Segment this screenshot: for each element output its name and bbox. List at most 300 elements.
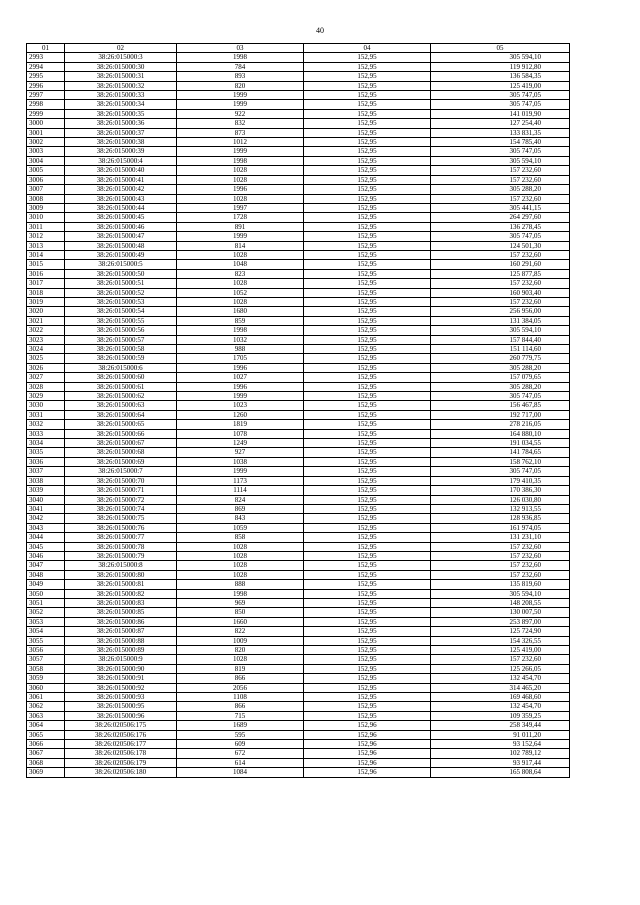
table-cell: 152,95: [304, 439, 431, 448]
table-cell: 38:26:015000:87: [65, 627, 177, 636]
table-row: [27, 194, 570, 203]
table-cell: 152,95: [304, 91, 431, 100]
table-cell: 152,95: [304, 232, 431, 241]
table-cell: 820: [177, 646, 304, 655]
table-cell: 3066: [27, 740, 65, 749]
table-cell: 869: [177, 504, 304, 513]
table-row: [27, 232, 570, 241]
table-cell: 179 410,35: [431, 476, 570, 485]
table-cell: 152,95: [304, 373, 431, 382]
table-cell: 1048: [177, 260, 304, 269]
table-cell: 278 216,05: [431, 420, 570, 429]
table-row: [27, 269, 570, 278]
table-cell: 38:26:015000:50: [65, 269, 177, 278]
table-cell: 38:26:015000:91: [65, 674, 177, 683]
table-cell: 152,95: [304, 382, 431, 391]
table-cell: 152,95: [304, 410, 431, 419]
table-cell: 131 384,05: [431, 316, 570, 325]
table-cell: 152,96: [304, 749, 431, 758]
table-cell: 1108: [177, 693, 304, 702]
table-cell: 152,95: [304, 316, 431, 325]
table-cell: 38:26:015000:92: [65, 683, 177, 692]
table-cell: 314 465,20: [431, 683, 570, 692]
table-cell: 2056: [177, 683, 304, 692]
table-row: [27, 768, 570, 777]
table-row: [27, 429, 570, 438]
table-cell: 1028: [177, 279, 304, 288]
table-cell: 157 232,60: [431, 561, 570, 570]
table-row: [27, 467, 570, 476]
table-cell: 3035: [27, 448, 65, 457]
table-cell: 3046: [27, 551, 65, 560]
table-cell: 1028: [177, 250, 304, 259]
table-row: [27, 260, 570, 269]
table-cell: 38:26:015000:78: [65, 542, 177, 551]
table-row: [27, 702, 570, 711]
table-cell: 125 724,90: [431, 627, 570, 636]
table-cell: 2998: [27, 100, 65, 109]
table-cell: 1998: [177, 589, 304, 598]
table-cell: 152,95: [304, 392, 431, 401]
table-cell: 136 278,45: [431, 222, 570, 231]
table-cell: 170 386,30: [431, 486, 570, 495]
table-cell: 157 232,60: [431, 250, 570, 259]
table-cell: 3063: [27, 711, 65, 720]
table-row: [27, 570, 570, 579]
table-cell: 38:26:015000:89: [65, 646, 177, 655]
table-cell: 38:26:015000:81: [65, 580, 177, 589]
table-cell: 152,95: [304, 166, 431, 175]
table-cell: 888: [177, 580, 304, 589]
table-row: [27, 711, 570, 720]
table-cell: 152,96: [304, 740, 431, 749]
table-cell: 38:26:015000:86: [65, 617, 177, 626]
table-row: [27, 279, 570, 288]
table-row: [27, 627, 570, 636]
table-row: [27, 589, 570, 598]
table-cell: 38:26:015000:36: [65, 119, 177, 128]
table-cell: 3052: [27, 608, 65, 617]
table-cell: 305 747,05: [431, 100, 570, 109]
table-cell: 893: [177, 72, 304, 81]
table-row: [27, 297, 570, 306]
table-cell: 1999: [177, 392, 304, 401]
table-cell: 927: [177, 448, 304, 457]
table-cell: 1028: [177, 561, 304, 570]
table-cell: 157 232,60: [431, 297, 570, 306]
table-cell: 152,95: [304, 100, 431, 109]
table-cell: 152,95: [304, 260, 431, 269]
table-row: [27, 175, 570, 184]
table-cell: 3006: [27, 175, 65, 184]
table-cell: 152,95: [304, 138, 431, 147]
table-cell: 3014: [27, 250, 65, 259]
table-cell: 3020: [27, 307, 65, 316]
column-header: 05: [431, 44, 570, 53]
table-cell: 3037: [27, 467, 65, 476]
table-cell: 152,95: [304, 429, 431, 438]
table-cell: 157 232,60: [431, 551, 570, 560]
table-cell: 38:26:015000:57: [65, 335, 177, 344]
table-cell: 152,95: [304, 72, 431, 81]
page-number: 40: [316, 26, 324, 35]
table-cell: 3028: [27, 382, 65, 391]
table-row: [27, 288, 570, 297]
table-row: [27, 250, 570, 259]
table-cell: 850: [177, 608, 304, 617]
table-cell: 157 232,60: [431, 279, 570, 288]
table-cell: 152,95: [304, 213, 431, 222]
table-cell: 3009: [27, 203, 65, 212]
table-cell: 102 789,12: [431, 749, 570, 758]
table-cell: 614: [177, 758, 304, 767]
table-row: [27, 316, 570, 325]
table-row: [27, 203, 570, 212]
table-cell: 38:26:015000:71: [65, 486, 177, 495]
table-row: [27, 486, 570, 495]
table-cell: 152,95: [304, 109, 431, 118]
table-cell: 38:26:015000:69: [65, 457, 177, 466]
table-row: [27, 683, 570, 692]
table-cell: 3061: [27, 693, 65, 702]
table-cell: 152,95: [304, 288, 431, 297]
table-cell: 824: [177, 495, 304, 504]
table-cell: 38:26:015000:59: [65, 354, 177, 363]
table-row: [27, 156, 570, 165]
table-cell: 819: [177, 664, 304, 673]
table-cell: 38:26:015000:9: [65, 655, 177, 664]
table-cell: 152,95: [304, 62, 431, 71]
table-cell: 132 454,70: [431, 674, 570, 683]
table-cell: 258 349,44: [431, 721, 570, 730]
table-cell: 152,95: [304, 250, 431, 259]
table-cell: 305 288,20: [431, 363, 570, 372]
table-cell: 38:26:015000:55: [65, 316, 177, 325]
table-cell: 3060: [27, 683, 65, 692]
table-cell: 3041: [27, 504, 65, 513]
table-row: [27, 410, 570, 419]
table-cell: 3024: [27, 345, 65, 354]
table-row: [27, 213, 570, 222]
table-cell: 38:26:015000:30: [65, 62, 177, 71]
table-cell: 38:26:015000:5: [65, 260, 177, 269]
table-cell: 3062: [27, 702, 65, 711]
table-cell: 3036: [27, 457, 65, 466]
table-cell: 152,95: [304, 175, 431, 184]
table-cell: 305 747,05: [431, 392, 570, 401]
table-cell: 3001: [27, 128, 65, 137]
table-cell: 3054: [27, 627, 65, 636]
table-cell: 3065: [27, 730, 65, 739]
table-cell: 1998: [177, 156, 304, 165]
table-cell: 3034: [27, 439, 65, 448]
table-cell: 3051: [27, 598, 65, 607]
table-cell: 125 877,85: [431, 269, 570, 278]
table-cell: 148 208,55: [431, 598, 570, 607]
table-cell: 157 232,60: [431, 166, 570, 175]
table-cell: 3042: [27, 514, 65, 523]
table-row: [27, 476, 570, 485]
table-cell: 38:26:015000:35: [65, 109, 177, 118]
table-cell: 305 594,10: [431, 53, 570, 62]
table-cell: 3012: [27, 232, 65, 241]
table-cell: 3032: [27, 420, 65, 429]
table-cell: 3038: [27, 476, 65, 485]
table-row: [27, 758, 570, 767]
table-cell: 157 232,60: [431, 570, 570, 579]
table-cell: 38:26:015000:76: [65, 523, 177, 532]
table-row: [27, 617, 570, 626]
table-cell: 2997: [27, 91, 65, 100]
table-cell: 38:26:015000:8: [65, 561, 177, 570]
table-cell: 38:26:015000:67: [65, 439, 177, 448]
table-cell: 3008: [27, 194, 65, 203]
table-row: [27, 448, 570, 457]
table-cell: 609: [177, 740, 304, 749]
table-row: [27, 72, 570, 81]
table-cell: 152,95: [304, 664, 431, 673]
table-cell: 305 747,05: [431, 91, 570, 100]
table-cell: 157 232,60: [431, 542, 570, 551]
table-cell: 154 785,40: [431, 138, 570, 147]
table-cell: 38:26:015000:52: [65, 288, 177, 297]
table-cell: 3027: [27, 373, 65, 382]
table-header-row: [27, 44, 570, 53]
table-cell: 3044: [27, 533, 65, 542]
table-cell: 152,95: [304, 363, 431, 372]
table-cell: 1114: [177, 486, 304, 495]
table-cell: 3049: [27, 580, 65, 589]
table-row: [27, 100, 570, 109]
table-cell: 152,95: [304, 702, 431, 711]
table-cell: 38:26:015000:53: [65, 297, 177, 306]
table-cell: 1260: [177, 410, 304, 419]
table-row: [27, 439, 570, 448]
table-cell: 125 266,05: [431, 664, 570, 673]
table-cell: 152,95: [304, 185, 431, 194]
table-cell: 152,95: [304, 683, 431, 692]
table-cell: 38:26:015000:33: [65, 91, 177, 100]
table-cell: 3016: [27, 269, 65, 278]
table-cell: 93 152,64: [431, 740, 570, 749]
column-header: 01: [27, 44, 65, 53]
table-row: [27, 335, 570, 344]
table-cell: 160 291,60: [431, 260, 570, 269]
table-cell: 3039: [27, 486, 65, 495]
table-cell: 3022: [27, 326, 65, 335]
table-cell: 822: [177, 627, 304, 636]
table-cell: 38:26:015000:82: [65, 589, 177, 598]
table-cell: 1999: [177, 147, 304, 156]
table-cell: 1819: [177, 420, 304, 429]
table-row: [27, 749, 570, 758]
table-cell: 38:26:015000:7: [65, 467, 177, 476]
table-cell: 38:26:015000:38: [65, 138, 177, 147]
table-cell: 38:26:015000:54: [65, 307, 177, 316]
table-cell: 152,95: [304, 81, 431, 90]
table-cell: 305 594,10: [431, 589, 570, 598]
table-cell: 152,95: [304, 448, 431, 457]
table-row: [27, 147, 570, 156]
table-cell: 152,95: [304, 636, 431, 645]
table-cell: 125 419,00: [431, 81, 570, 90]
table-cell: 152,95: [304, 561, 431, 570]
table-cell: 130 007,50: [431, 608, 570, 617]
table-cell: 3003: [27, 147, 65, 156]
table-cell: 152,95: [304, 241, 431, 250]
table-cell: 3059: [27, 674, 65, 683]
table-cell: 820: [177, 81, 304, 90]
table-cell: 3005: [27, 166, 65, 175]
table-cell: 3033: [27, 429, 65, 438]
table-cell: 152,95: [304, 457, 431, 466]
column-header: 02: [65, 44, 177, 53]
table-cell: 38:26:015000:41: [65, 175, 177, 184]
table-cell: 1999: [177, 467, 304, 476]
table-cell: 109 359,25: [431, 711, 570, 720]
table-row: [27, 674, 570, 683]
table-cell: 2996: [27, 81, 65, 90]
table-row: [27, 222, 570, 231]
table-row: [27, 373, 570, 382]
table-cell: 305 747,05: [431, 147, 570, 156]
table-cell: 866: [177, 674, 304, 683]
table-row: [27, 382, 570, 391]
table-cell: 157 232,60: [431, 655, 570, 664]
table-cell: 1680: [177, 307, 304, 316]
table-cell: 3011: [27, 222, 65, 231]
table-cell: 152,95: [304, 401, 431, 410]
table-cell: 3000: [27, 119, 65, 128]
table-cell: 157 844,40: [431, 335, 570, 344]
table-cell: 988: [177, 345, 304, 354]
table-cell: 141 019,90: [431, 109, 570, 118]
table-row: [27, 608, 570, 617]
table-cell: 164 880,10: [431, 429, 570, 438]
table-cell: 2995: [27, 72, 65, 81]
table-cell: 169 468,60: [431, 693, 570, 702]
table-cell: 3056: [27, 646, 65, 655]
table-cell: 1032: [177, 335, 304, 344]
table-cell: 152,95: [304, 194, 431, 203]
table-cell: 152,95: [304, 486, 431, 495]
table-cell: 38:26:015000:39: [65, 147, 177, 156]
table-cell: 132 913,55: [431, 504, 570, 513]
table-row: [27, 721, 570, 730]
table-cell: 1052: [177, 288, 304, 297]
table-row: [27, 420, 570, 429]
table-cell: 38:26:015000:45: [65, 213, 177, 222]
table-cell: 127 254,40: [431, 119, 570, 128]
table-cell: 1997: [177, 203, 304, 212]
table-cell: 1028: [177, 166, 304, 175]
table-cell: 305 288,20: [431, 185, 570, 194]
table-row: [27, 119, 570, 128]
table-cell: 126 030,80: [431, 495, 570, 504]
table-cell: 38:26:020506:176: [65, 730, 177, 739]
table-cell: 119 912,80: [431, 62, 570, 71]
table-cell: 3018: [27, 288, 65, 297]
table-row: [27, 392, 570, 401]
table-cell: 3050: [27, 589, 65, 598]
table-cell: 1059: [177, 523, 304, 532]
table-cell: 152,95: [304, 335, 431, 344]
table-cell: 154 326,55: [431, 636, 570, 645]
table-cell: 93 917,44: [431, 758, 570, 767]
table-cell: 157 232,60: [431, 175, 570, 184]
table-cell: 38:26:015000:61: [65, 382, 177, 391]
table-cell: 152,95: [304, 495, 431, 504]
table-cell: 305 288,20: [431, 382, 570, 391]
table-cell: 1249: [177, 439, 304, 448]
table-cell: 152,95: [304, 147, 431, 156]
table-cell: 1028: [177, 194, 304, 203]
table-cell: 305 747,05: [431, 232, 570, 241]
table-cell: 3002: [27, 138, 65, 147]
table-cell: 152,95: [304, 674, 431, 683]
table-cell: 1999: [177, 91, 304, 100]
table-cell: 165 808,64: [431, 768, 570, 777]
table-cell: 152,95: [304, 354, 431, 363]
table-cell: 136 584,35: [431, 72, 570, 81]
table-cell: 1028: [177, 570, 304, 579]
table-cell: 3058: [27, 664, 65, 673]
table-cell: 3017: [27, 279, 65, 288]
table-cell: 1028: [177, 655, 304, 664]
table-cell: 132 454,70: [431, 702, 570, 711]
table-cell: 152,95: [304, 589, 431, 598]
table-cell: 305 441,15: [431, 203, 570, 212]
table-cell: 151 114,60: [431, 345, 570, 354]
table-cell: 814: [177, 241, 304, 250]
table-cell: 152,95: [304, 222, 431, 231]
table-cell: 157 232,60: [431, 194, 570, 203]
table-cell: 3047: [27, 561, 65, 570]
table-cell: 38:26:015000:65: [65, 420, 177, 429]
table-cell: 3040: [27, 495, 65, 504]
table-cell: 38:26:020506:179: [65, 758, 177, 767]
table-cell: 38:26:015000:95: [65, 702, 177, 711]
table-cell: 152,95: [304, 693, 431, 702]
table-cell: 3026: [27, 363, 65, 372]
table-cell: 38:26:015000:4: [65, 156, 177, 165]
table-cell: 38:26:015000:64: [65, 410, 177, 419]
table-cell: 3029: [27, 392, 65, 401]
table-cell: 152,96: [304, 721, 431, 730]
table-cell: 715: [177, 711, 304, 720]
table-row: [27, 598, 570, 607]
table-cell: 152,95: [304, 523, 431, 532]
table-cell: 152,95: [304, 297, 431, 306]
table-cell: 133 831,35: [431, 128, 570, 137]
table-cell: 3053: [27, 617, 65, 626]
table-cell: 1009: [177, 636, 304, 645]
table-cell: 38:26:015000:72: [65, 495, 177, 504]
table-cell: 38:26:015000:85: [65, 608, 177, 617]
table-cell: 38:26:020506:175: [65, 721, 177, 730]
table-cell: 922: [177, 109, 304, 118]
table-cell: 672: [177, 749, 304, 758]
table-cell: 152,95: [304, 570, 431, 579]
table-cell: 3069: [27, 768, 65, 777]
table-cell: 152,95: [304, 598, 431, 607]
table-cell: 38:26:015000:40: [65, 166, 177, 175]
table-cell: 38:26:015000:46: [65, 222, 177, 231]
table-row: [27, 91, 570, 100]
table-cell: 1728: [177, 213, 304, 222]
table-cell: 38:26:020506:178: [65, 749, 177, 758]
table-cell: 152,96: [304, 730, 431, 739]
